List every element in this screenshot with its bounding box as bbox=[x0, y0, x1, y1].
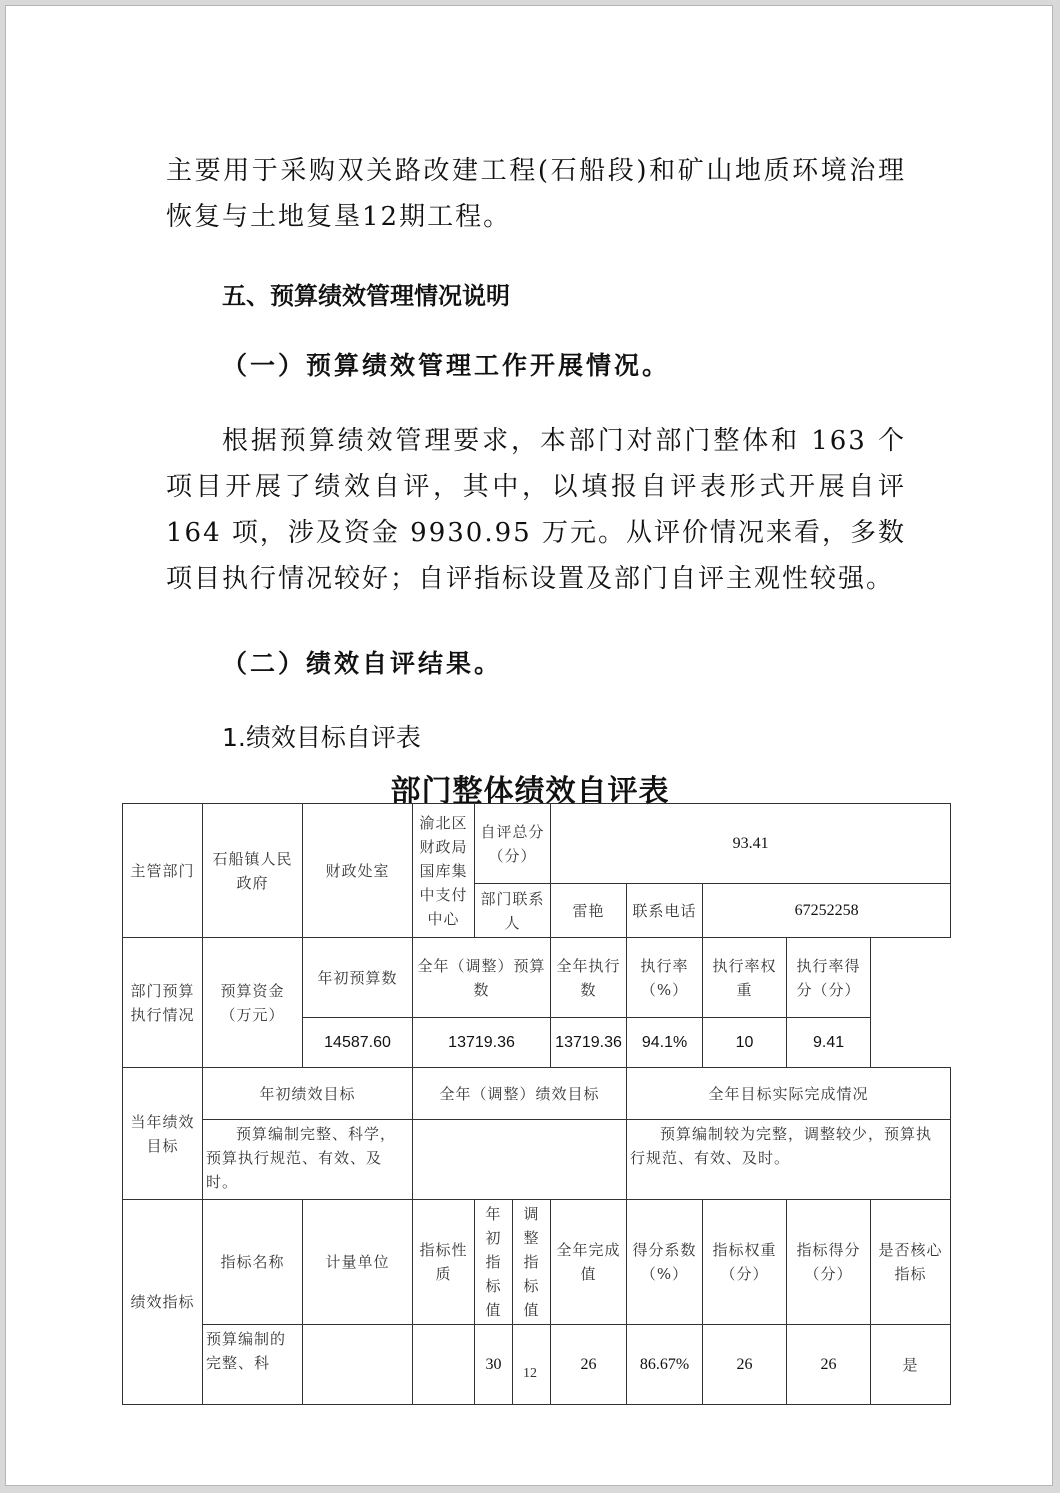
paragraph-2: 根据预算绩效管理要求，本部门对部门整体和 163 个项目开展了绩效自评，其中，以填报自评表形式开展自评164 项，涉及资金 9930.95 万元。从评价情况来看，多数项目执行情况较好；自评指标设置及部门自评主观性较强。 bbox=[166, 426, 906, 594]
indicator-unit-cell bbox=[303, 1325, 413, 1405]
indicator-header-weight: 指标权重（分） bbox=[703, 1200, 787, 1325]
rate-score-value: 9.41 bbox=[787, 1018, 871, 1068]
indicator-header-initial: 年初指标值 bbox=[475, 1200, 513, 1325]
contact-label: 部门联系人 bbox=[475, 884, 551, 938]
indicator-header-unit: 计量单位 bbox=[303, 1200, 413, 1325]
indicator-adjusted-cell bbox=[513, 1325, 551, 1405]
phone-value: 67252258 bbox=[703, 884, 951, 938]
weight-header: 执行率权重 bbox=[703, 938, 787, 1018]
indicator-section-label: 绩效指标 bbox=[123, 1200, 203, 1405]
indicator-header-score: 指标得分（分） bbox=[787, 1200, 871, 1325]
page-number: 12 bbox=[523, 1366, 537, 1381]
budget-section-label: 部门预算执行情况 bbox=[123, 938, 203, 1068]
executed-value: 13719.36 bbox=[551, 1018, 627, 1068]
indicator-coefficient-cell: 86.67% bbox=[627, 1325, 703, 1405]
office-cell: 财政处室 bbox=[303, 804, 413, 938]
indicator-header-nature: 指标性质 bbox=[413, 1200, 475, 1325]
initial-goal-header: 年初绩效目标 bbox=[203, 1068, 413, 1120]
score-value: 93.41 bbox=[551, 804, 951, 884]
executed-header: 全年执行数 bbox=[551, 938, 627, 1018]
indicator-header-completed: 全年完成值 bbox=[551, 1200, 627, 1325]
budget-funds-label: 预算资金（万元） bbox=[203, 938, 303, 1068]
indicator-header-name: 指标名称 bbox=[203, 1200, 303, 1325]
indicator-header-adjusted: 调整指标值 bbox=[513, 1200, 551, 1325]
paragraph-1: 主要用于采购双关路改建工程(石船段)和矿山地质环境治理恢复与土地复垦12期工程。 bbox=[166, 156, 906, 232]
indicator-name-cell: 预算编制的完整、科 bbox=[203, 1325, 303, 1405]
actual-goal-value: 预算编制较为完整，调整较少，预算执行规范、有效、及时。 bbox=[627, 1120, 951, 1200]
adjusted-goal-value bbox=[413, 1120, 627, 1200]
document-page bbox=[5, 5, 1053, 1486]
actual-goal-header: 全年目标实际完成情况 bbox=[627, 1068, 951, 1120]
initial-goal-value: 预算编制完整、科学，预算执行规范、有效、及时。 bbox=[203, 1120, 413, 1200]
treasury-cell: 渝北区财政局国库集中支付中心 bbox=[413, 804, 475, 938]
rate-header: 执行率（%） bbox=[627, 938, 703, 1018]
indicator-core-cell: 是 bbox=[871, 1325, 951, 1405]
goal-section-label: 当年绩效目标 bbox=[123, 1068, 203, 1200]
subheading-1: （一）预算绩效管理工作开展情况。 bbox=[222, 351, 671, 380]
rate-value: 94.1% bbox=[627, 1018, 703, 1068]
subheading-3: 1.绩效目标自评表 bbox=[222, 723, 421, 752]
indicator-header-core: 是否核心指标 bbox=[871, 1200, 951, 1325]
section-heading-5: 五、预算绩效管理情况说明 bbox=[222, 282, 510, 310]
performance-table bbox=[122, 803, 951, 1405]
phone-label: 联系电话 bbox=[627, 884, 703, 938]
adjusted-budget-header: 全年（调整）预算数 bbox=[413, 938, 551, 1018]
adjusted-budget-value: 13719.36 bbox=[413, 1018, 551, 1068]
indicator-header-coefficient: 得分系数（%） bbox=[627, 1200, 703, 1325]
dept-label: 主管部门 bbox=[123, 804, 203, 938]
indicator-nature-cell bbox=[413, 1325, 475, 1405]
weight-value: 10 bbox=[703, 1018, 787, 1068]
indicator-initial-cell: 30 bbox=[475, 1325, 513, 1405]
table-title: 部门整体绩效自评表 bbox=[390, 774, 670, 809]
score-label: 自评总分（分） bbox=[475, 804, 551, 884]
subheading-2: （二）绩效自评结果。 bbox=[222, 649, 503, 678]
adjusted-goal-header: 全年（调整）绩效目标 bbox=[413, 1068, 627, 1120]
indicator-weight-cell: 26 bbox=[703, 1325, 787, 1405]
dept-value: 石船镇人民政府 bbox=[203, 804, 303, 938]
indicator-completed-cell: 26 bbox=[551, 1325, 627, 1405]
initial-budget-header: 年初预算数 bbox=[303, 938, 413, 1018]
contact-value: 雷艳 bbox=[551, 884, 627, 938]
indicator-score-cell: 26 bbox=[787, 1325, 871, 1405]
initial-budget-value: 14587.60 bbox=[303, 1018, 413, 1068]
rate-score-header: 执行率得分（分） bbox=[787, 938, 871, 1018]
